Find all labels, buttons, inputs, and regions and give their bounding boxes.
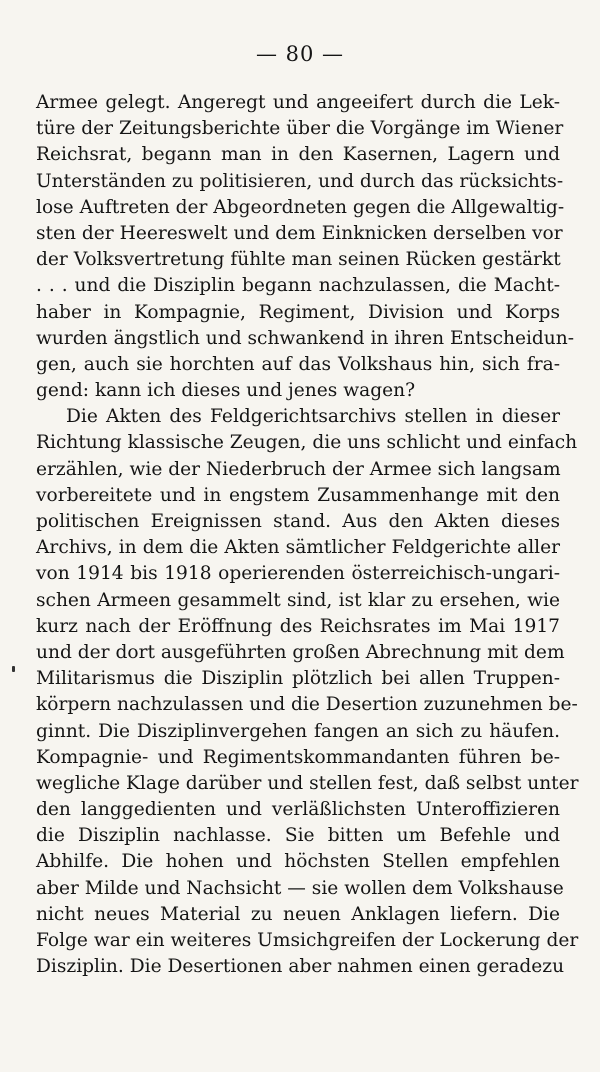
- paragraph-2: [36, 404, 579, 980]
- text-line: . . . und die Disziplin begann nachzulassen, die Macht-: [36, 275, 560, 297]
- text-line: Folge war ein weiteres Umsichgreifen der Lockerung der: [36, 930, 579, 951]
- page-number: — 80 —: [255, 42, 345, 66]
- text-line: wegliche Klage darüber und stellen fest, daß selbst unter: [36, 772, 579, 794]
- text-line: türe der Zeitungsberichte über die Vorgänge im Wiener: [36, 118, 564, 140]
- text-line: gen, auch sie horchten auf das Volkshaus hin, sich fra-: [36, 353, 560, 375]
- text-line: von 1914 bis 1918 operierenden österreichisch-ungari-: [36, 563, 560, 585]
- text-line: Armee gelegt. Angeregt und angeeifert durch die Lek-: [36, 92, 560, 113]
- text-line: Reichsrat, begann man in den Kasernen, Lagern und: [36, 144, 560, 166]
- text-line: Die Akten des Feldgerichtsarchivs stellen in dieser: [66, 406, 560, 428]
- paragraph-1: [36, 90, 575, 404]
- text-line: sten der Heereswelt und dem Einknicken derselben vor: [36, 222, 563, 244]
- text-line: Richtung klassische Zeugen, die uns schlicht und einfach: [36, 432, 578, 454]
- text-line: Archivs, in dem die Akten sämtlicher Feldgerichte aller: [36, 537, 560, 559]
- text-line: politischen Ereignissen stand. Aus den Akten dieses: [36, 511, 560, 532]
- text-line: den langgedienten und verläßlichsten Unteroffizieren: [36, 799, 560, 821]
- text-line: Militarismus die Disziplin plötzlich bei allen Truppen-: [36, 668, 560, 690]
- text-line: nicht neues Material zu neuen Anklagen liefern. Die: [36, 903, 560, 925]
- ink-speck: [12, 666, 15, 672]
- text-line: erzählen, wie der Niederbruch der Armee sich langsam: [36, 458, 561, 480]
- body-text: [36, 90, 579, 980]
- text-line: und der dort ausgeführten großen Abrechnung mit dem: [36, 641, 565, 663]
- text-line: schen Armeen gesammelt sind, ist klar zu ersehen, wie: [36, 589, 560, 611]
- text-line: wurden ängstlich und schwankend in ihren Entscheidun-: [36, 327, 575, 349]
- text-line: gend: kann ich dieses und jenes wagen?: [36, 380, 416, 402]
- text-line: Kompagnie- und Regimentskommandanten führen be-: [36, 746, 560, 768]
- text-line: lose Auftreten der Abgeordneten gegen die Allgewaltig-: [36, 196, 565, 218]
- text-line: haber in Kompagnie, Regiment, Division und Korps: [36, 301, 560, 323]
- text-line: kurz nach der Eröffnung des Reichsrates im Mai 1917: [36, 615, 560, 637]
- text-line: vorbereitete und in engstem Zusammenhange mit den: [36, 484, 560, 506]
- text-line: Unterständen zu politisieren, und durch das rücksichts-: [36, 170, 564, 192]
- text-line: körpern nachzulassen und die Desertion zuzunehmen be-: [36, 694, 578, 716]
- text-line: Disziplin. Die Desertionen aber nahmen einen geradezu: [36, 956, 565, 978]
- text-line: aber Milde und Nachsicht — sie wollen dem Volkshause: [36, 877, 564, 899]
- text-line: die Disziplin nachlasse. Sie bitten um Befehle und: [36, 825, 560, 847]
- text-line: Abhilfe. Die hohen und höchsten Stellen empfehlen: [36, 851, 560, 873]
- text-line: der Volksvertretung fühlte man seinen Rücken gestärkt: [36, 249, 561, 271]
- text-line: ginnt. Die Disziplinvergehen fangen an sich zu häufen.: [36, 720, 560, 742]
